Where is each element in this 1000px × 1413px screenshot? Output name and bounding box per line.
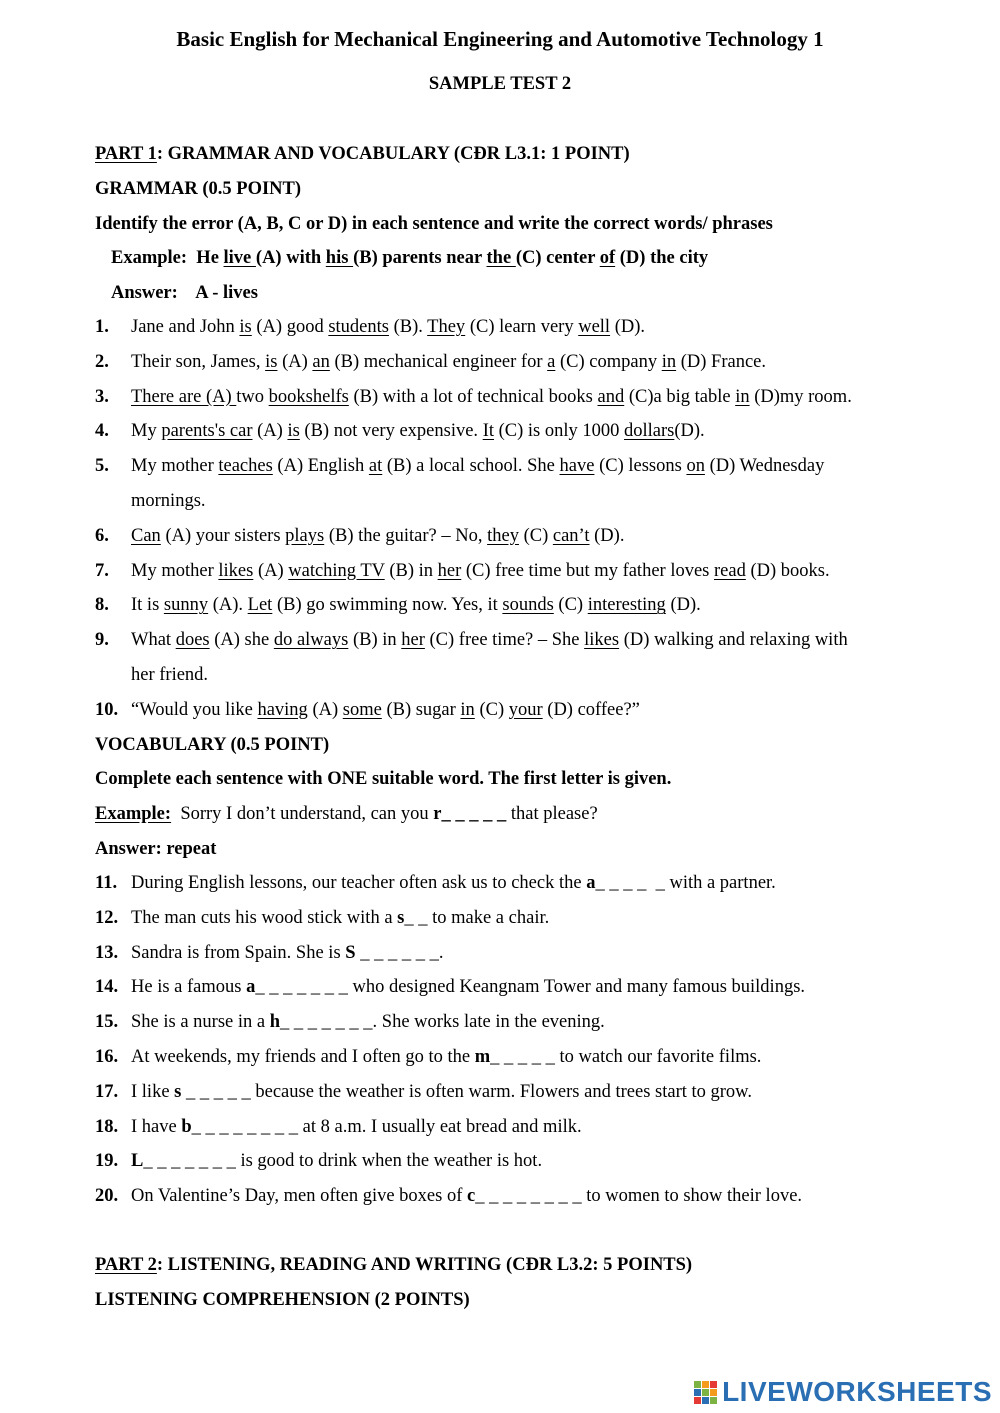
text-segment: Sandra is from Spain. She is [131, 942, 346, 963]
text-segment: (C) [518, 525, 553, 546]
underlined-segment: and [597, 386, 625, 407]
grammar-heading-text: GRAMMAR (0.5 POINT) [95, 179, 302, 199]
grammar-answer-text: Answer: A - lives [111, 283, 258, 303]
given-letter: b [181, 1116, 192, 1137]
text-segment: (A) good [251, 317, 329, 337]
underlined-segment: a [547, 351, 556, 372]
question-text [131, 698, 640, 722]
text-segment: (A) she [209, 630, 274, 651]
question-text [131, 941, 443, 965]
question-text [131, 1010, 605, 1034]
underlined-segment: of [599, 248, 616, 268]
text-segment: Example: He [111, 248, 224, 268]
text-segment: (A) [307, 699, 343, 720]
question-number: 5. [95, 456, 109, 477]
underlined-segment: is [265, 351, 278, 372]
question-text [131, 385, 852, 409]
text-segment: He is a famous [131, 977, 247, 998]
text-segment: (C) free time but my father loves [461, 560, 714, 581]
underlined-segment: dollars [624, 421, 675, 442]
question-number: 10. [95, 699, 119, 720]
underlined-segment: parents's car [161, 421, 253, 442]
question-text [131, 1115, 582, 1139]
text-segment: two [236, 386, 269, 407]
question-text [131, 1045, 761, 1069]
question-number: 9. [95, 630, 109, 651]
text-segment: The man cuts his wood stick with a [131, 907, 398, 928]
underlined-segment: they [487, 525, 519, 546]
text-segment: (D). [610, 317, 645, 337]
question-text [131, 350, 766, 374]
question-number: 18. [95, 1116, 119, 1137]
underlined-segment: have [559, 456, 595, 477]
text-segment: (C) learn very [465, 317, 579, 337]
text-segment: (B) parents near [353, 248, 487, 268]
question-text [131, 524, 624, 548]
logo-grid-icon [694, 1381, 717, 1404]
given-letter: c [467, 1186, 476, 1207]
underlined-segment: well [578, 317, 611, 337]
text-segment: (C) [474, 699, 509, 720]
question-number: 17. [95, 1081, 119, 1102]
text-segment: (D)my room. [749, 386, 852, 407]
underlined-segment: in [661, 351, 677, 372]
text-segment: What [131, 630, 176, 651]
grammar-example-text [111, 246, 708, 270]
text-segment: Sorry I don’t understand, can you [171, 804, 434, 824]
part2-label: PART 2 [95, 1255, 157, 1275]
text-segment: (D) France. [676, 351, 766, 372]
question-text-continued: mornings. [131, 491, 206, 511]
text-segment: (C) free time? – She [424, 630, 585, 651]
text-segment: (B) in [384, 560, 438, 581]
vocabulary-example-label: Example: [95, 804, 172, 824]
underlined-segment: sounds [502, 595, 554, 616]
text-segment: Jane and John [131, 317, 240, 337]
underlined-segment: Let [247, 595, 273, 616]
text-segment: (C) is only 1000 [494, 421, 625, 442]
question-text [131, 315, 645, 339]
underlined-segment: can’t [552, 525, 590, 546]
given-letter: L [131, 1151, 144, 1172]
text-segment: _ _ _ _ _ _ _ _ at 8 a.m. I usually eat bread and milk. [191, 1116, 582, 1137]
question-number: 16. [95, 1047, 119, 1067]
text-segment: _ _ _ _ _ because the weather is often warm. Flowers and trees start to grow. [181, 1081, 752, 1102]
text-segment: (B) not very expensive. [299, 421, 483, 442]
underlined-segment: in [735, 386, 750, 407]
question-number: 12. [95, 907, 119, 928]
given-letter: m [474, 1047, 491, 1067]
question-number: 15. [95, 1012, 119, 1033]
listening-heading-text: LISTENING COMPREHENSION (2 POINTS) [95, 1290, 470, 1310]
given-letter: s [397, 907, 405, 928]
underlined-segment: They [427, 317, 466, 337]
text-segment: At weekends, my friends and I often go to the [131, 1047, 475, 1067]
text-segment: It is [131, 595, 164, 616]
text-segment: (C) company [555, 351, 662, 372]
underlined-segment: There are (A) [131, 386, 237, 407]
part2-title: : LISTENING, READING AND WRITING (CĐR L3.2: 5 POINTS) [156, 1255, 693, 1275]
text-segment: She is a nurse in a [131, 1012, 270, 1033]
underlined-segment: the [486, 248, 516, 268]
liveworksheets-logo [694, 1377, 992, 1407]
text-segment: _ _ _ _ _ with a partner. [595, 873, 776, 893]
given-letter: a [586, 873, 596, 893]
question-number: 2. [95, 351, 109, 372]
document-title: Basic English for Mechanical Engineering and Automotive Technology 1 [176, 27, 824, 51]
text-segment: My mother [131, 560, 219, 581]
text-segment: _ _ _ _ _ to watch our favorite films. [490, 1047, 762, 1067]
logo-text: LIVEWORKSHEETS [722, 1376, 992, 1407]
underlined-segment: her [401, 630, 425, 651]
given-letter: h [269, 1012, 281, 1033]
question-number: 8. [95, 595, 109, 616]
text-segment: (C) [553, 595, 588, 616]
text-segment: _ _ _ _ _ _ _ _ to women to show their love. [475, 1186, 803, 1207]
question-text [131, 975, 805, 999]
given-letter: S [345, 942, 356, 963]
text-segment: (D) Wednesday [704, 456, 825, 477]
underlined-segment: his [325, 248, 354, 268]
underlined-segment: an [312, 351, 330, 372]
question-text [131, 906, 549, 930]
question-number: 4. [95, 421, 109, 442]
text-segment: (B) in [348, 630, 402, 651]
text-segment: (D). [665, 595, 701, 616]
text-segment: I have [131, 1116, 182, 1137]
question-text [131, 871, 776, 895]
text-segment: (A) English [272, 456, 369, 477]
text-segment: _ _ _ _ _ _ _ who designed Keangnam Tower and many famous buildings. [255, 977, 806, 998]
text-segment: _ _ to make a chair. [404, 907, 550, 928]
document-subtitle: SAMPLE TEST 2 [428, 74, 572, 94]
underlined-segment: likes [584, 630, 620, 651]
text-segment: (B). [388, 317, 428, 337]
text-segment: (A) your sisters [160, 525, 286, 546]
underlined-segment: plays [285, 525, 325, 546]
question-text-continued: her friend. [131, 665, 209, 685]
text-segment: (D). [589, 525, 625, 546]
text-segment: (C) lessons [594, 456, 687, 477]
vocabulary-example-text [171, 804, 598, 824]
underlined-segment: is [287, 421, 300, 442]
vocabulary-instruction-text: Complete each sentence with ONE suitable word. The first letter is given. [95, 769, 672, 789]
underlined-segment: some [342, 699, 382, 720]
underlined-segment: sunny [163, 595, 209, 616]
question-number: 3. [95, 386, 109, 407]
underlined-segment: do always [273, 630, 349, 651]
question-number: 11. [95, 873, 118, 893]
question-text [131, 559, 830, 583]
underlined-segment: your [508, 699, 543, 720]
text-segment: (B) go swimming now. Yes, it [272, 595, 503, 616]
given-letter: r_ _ _ _ _ [433, 804, 507, 824]
underlined-segment: on [686, 456, 705, 477]
question-number: 1. [95, 317, 109, 337]
text-segment: (B) with a lot of technical books [348, 386, 598, 407]
question-text [131, 1080, 752, 1104]
underlined-segment: Can [131, 525, 161, 546]
text-segment: (A) [252, 421, 288, 442]
text-segment: (B) mechanical engineer for [329, 351, 548, 372]
text-segment: (B) sugar [381, 699, 461, 720]
part1-label: PART 1 [95, 144, 157, 164]
question-number: 19. [95, 1151, 119, 1172]
question-number: 13. [95, 942, 119, 963]
text-segment: _ _ _ _ _ _ _. She works late in the evening. [280, 1012, 605, 1033]
underlined-segment: is [239, 317, 252, 337]
grammar-instruction-text: Identify the error (A, B, C or D) in each sentence and write the correct words/ phrases [95, 214, 773, 234]
underlined-segment: in [460, 699, 475, 720]
text-segment: (D) the city [615, 248, 709, 268]
question-text [131, 419, 705, 443]
text-segment: (B) a local school. She [382, 456, 560, 477]
text-segment: Their son, James, [131, 351, 266, 372]
text-segment: (D) books. [745, 560, 830, 581]
question-number: 6. [95, 525, 109, 546]
text-segment: (D). [674, 421, 705, 442]
underlined-segment: read [714, 560, 746, 581]
text-segment: I like [131, 1081, 175, 1102]
text-segment: _ _ _ _ _ _. [355, 942, 444, 963]
underlined-segment: interesting [587, 595, 666, 616]
text-segment: During English lessons, our teacher often ask us to check the [131, 873, 587, 893]
text-segment: (C) center [515, 248, 600, 268]
text-segment: My [131, 421, 162, 442]
text-segment: On Valentine’s Day, men often give boxes of [131, 1186, 468, 1207]
given-letter: a [246, 977, 256, 998]
underlined-segment: teaches [218, 456, 273, 477]
question-text [131, 628, 848, 652]
part1-title: : GRAMMAR AND VOCABULARY (CĐR L3.1: 1 POINT) [156, 144, 630, 164]
text-segment: _ _ _ _ _ _ _ is good to drink when the weather is hot. [143, 1151, 543, 1172]
question-number: 14. [95, 977, 119, 998]
text-segment: that please? [506, 804, 598, 824]
underlined-segment: likes [218, 560, 254, 581]
text-segment: “Would you like [131, 699, 258, 720]
text-segment: (A) with [255, 248, 326, 268]
underlined-segment: at [368, 456, 383, 477]
question-text [131, 454, 824, 478]
text-segment: My mother [131, 456, 219, 477]
underlined-segment: watching TV [288, 560, 385, 581]
question-text [131, 1184, 802, 1208]
text-segment: (A) [277, 351, 313, 372]
text-segment: (A) [253, 560, 289, 581]
text-segment: (B) the guitar? – No, [324, 525, 488, 546]
question-number: 20. [95, 1186, 119, 1207]
underlined-segment: bookshelfs [268, 386, 349, 407]
vocabulary-answer-text: Answer: repeat [95, 839, 217, 859]
text-segment: (D) walking and relaxing with [619, 630, 848, 651]
text-segment: (A). [208, 595, 248, 616]
question-text [131, 1149, 542, 1173]
text-segment: (C)a big table [624, 386, 736, 407]
underlined-segment: live [223, 248, 256, 268]
given-letter: s [174, 1081, 182, 1102]
text-segment: (D) coffee?” [542, 699, 640, 720]
question-number: 7. [95, 560, 109, 581]
underlined-segment: does [175, 630, 210, 651]
underlined-segment: students [328, 317, 389, 337]
vocabulary-heading-text: VOCABULARY (0.5 POINT) [95, 735, 330, 755]
underlined-segment: having [257, 699, 308, 720]
underlined-segment: her [437, 560, 462, 581]
question-text [131, 593, 701, 617]
underlined-segment: It [482, 421, 494, 442]
